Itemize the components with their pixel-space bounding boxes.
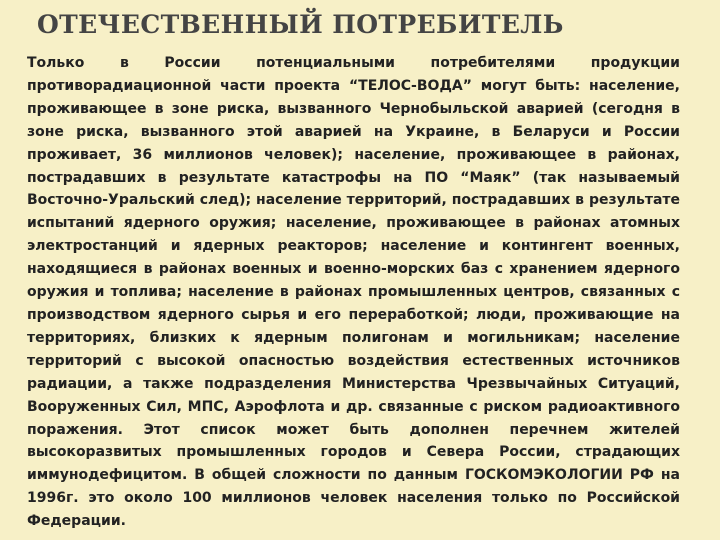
slide-body-text: Только в России потенциальными потребителями продукции противорадиационной части проекта “ТЕЛОС-ВОДА” могут быть: население, проживающее в зоне риска, вызванного Чернобыльской аварией (сегодня в зоне риска, вызванного этой аварией на Украине, в Беларуси и России проживает, 36 миллионов человек); население, проживающее в районах, пострадавших в результате катастрофы на ПО “Маяк” (так называемый Восточно-Уральский след); население территорий, пострадавших в результате испытаний ядерного оружия; население, проживающее в районах атомных электростанций и ядерных реакторов; население и контингент военных, находящиеся в районах военных и военно-морских баз с хранением ядерного оружия и топлива; население в районах промышленных центров, связанных с производством ядерного сырья и его переработкой; люди, проживающие на территориях, близких к ядерным полигонам и могильникам; население территорий с высокой опасностью воздействия естественных источников радиации, а также подразделения Министерства Чрезвычайных Ситуаций, Вооруженных Сил, МПС, Аэрофлота и др. связанные с риском радиоактивного поражения. Этот список может быть дополнен перечнем жителей высокоразвитых промышленных городов и Севера России, страдающих иммунодефицитом. В общей сложности по данным ГОСКОМЭКОЛОГИИ РФ на 1996г. это около 100 миллионов человек населения только по Российской Федерации. (27, 55, 680, 530)
slide-title: ОТЕЧЕСТВЕННЫЙ ПОТРЕБИТЕЛЬ (37, 10, 564, 39)
